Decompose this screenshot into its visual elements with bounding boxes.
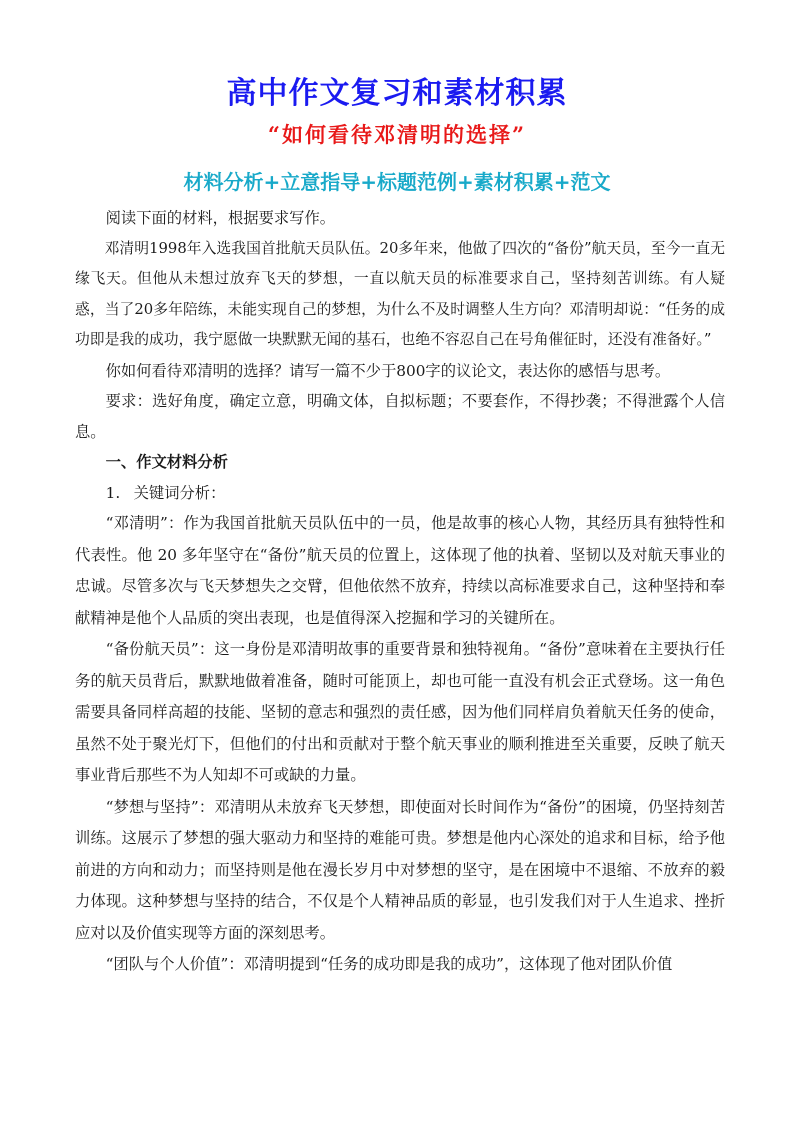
subsection-label: 关键词分析： xyxy=(133,483,226,502)
question-paragraph: 你如何看待邓清明的选择？请写一篇不少于800字的议论文，表达你的感悟与思考。 xyxy=(105,361,671,380)
analysis-paragraph: “团队与个人价值”：邓清明提到“任务的成功即是我的成功”，这体现了他对团队价值 xyxy=(105,955,673,973)
intro-paragraph: 阅读下面的材料，根据要求写作。 xyxy=(105,209,336,227)
material-paragraph: 邓清明1998年入选我国首批航天员队伍。20多年来，他做了四次的“备份”航天员，至今一直无缘飞天。但他从未想过放弃飞天的梦想，一直以航天员的标准要求自己，坚持刻苦训练。有人疑惑，当了20多年陪练，未能实现自己的梦想，为什么不及时调整人生方向？邓清明却说：“任务的成功即是我的成功，我宁愿做一块默默无闻的基石，也绝不容忍自己在号角催征时，还没有准备好。” xyxy=(75,239,725,348)
topics-banner: 材料分析+立意指导+标题范例+素材积累+范文 xyxy=(183,170,611,194)
document-body xyxy=(75,203,725,981)
document-title: 高中作文复习和素材积累 xyxy=(226,76,568,111)
analysis-paragraph: “邓清明”：作为我国首批航天员队伍中的一员，他是故事的核心人物，其经历具有独特性和代表性。他 20 多年坚守在“备份”航天员的位置上，这体现了他的执着、坚韧以及对航天事业的忠诚。尽管多次与飞天梦想失之交臂，但他依然不放弃，持续以高标准要求自己，这种坚持和奉献精神是他个人品质的突出表现，也是值得深入挖掘和学习的关键所在。 xyxy=(75,514,725,627)
requirements-paragraph: 要求：选好角度，确定立意，明确文体，自拟标题；不要套作，不得抄袭；不得泄露个人信息。 xyxy=(75,392,725,441)
subsection-number: 1. xyxy=(105,483,121,502)
analysis-paragraph: “梦想与坚持”：邓清明从未放弃飞天梦想，即使面对长时间作为“备份”的困境，仍坚持刻苦训练。这展示了梦想的强大驱动力和坚持的难能可贵。梦想是他内心深处的追求和目标，给予他前进的方向和动力；而坚持则是他在漫长岁月中对梦想的坚守，是在困境中不退缩、不放弃的毅力体现。这种梦想与坚持的结合，不仅是个人精神品质的彰显，也引发我们对于人生追求、挫折应对以及价值实现等方面的深刻思考。 xyxy=(75,797,725,942)
analysis-paragraph: “备份航天员”：这一身份是邓清明故事的重要背景和独特视角。“备份”意味着在主要执行任务的航天员背后，默默地做着准备，随时可能顶上，却也可能一直没有机会正式登场。这一角色需要具备同样高超的技能、坚韧的意志和强烈的责任感，因为他们同样肩负着航天任务的使命，虽然不处于聚光灯下，但他们的付出和贡献对于整个航天事业的顺利推进至关重要，反映了航天事业背后那些不为人知却不可或缺的力量。 xyxy=(75,640,725,784)
document-subtitle: “如何看待邓清明的选择” xyxy=(267,122,527,147)
subsection-heading xyxy=(75,478,725,509)
section-heading: 一、作文材料分析 xyxy=(105,453,228,471)
